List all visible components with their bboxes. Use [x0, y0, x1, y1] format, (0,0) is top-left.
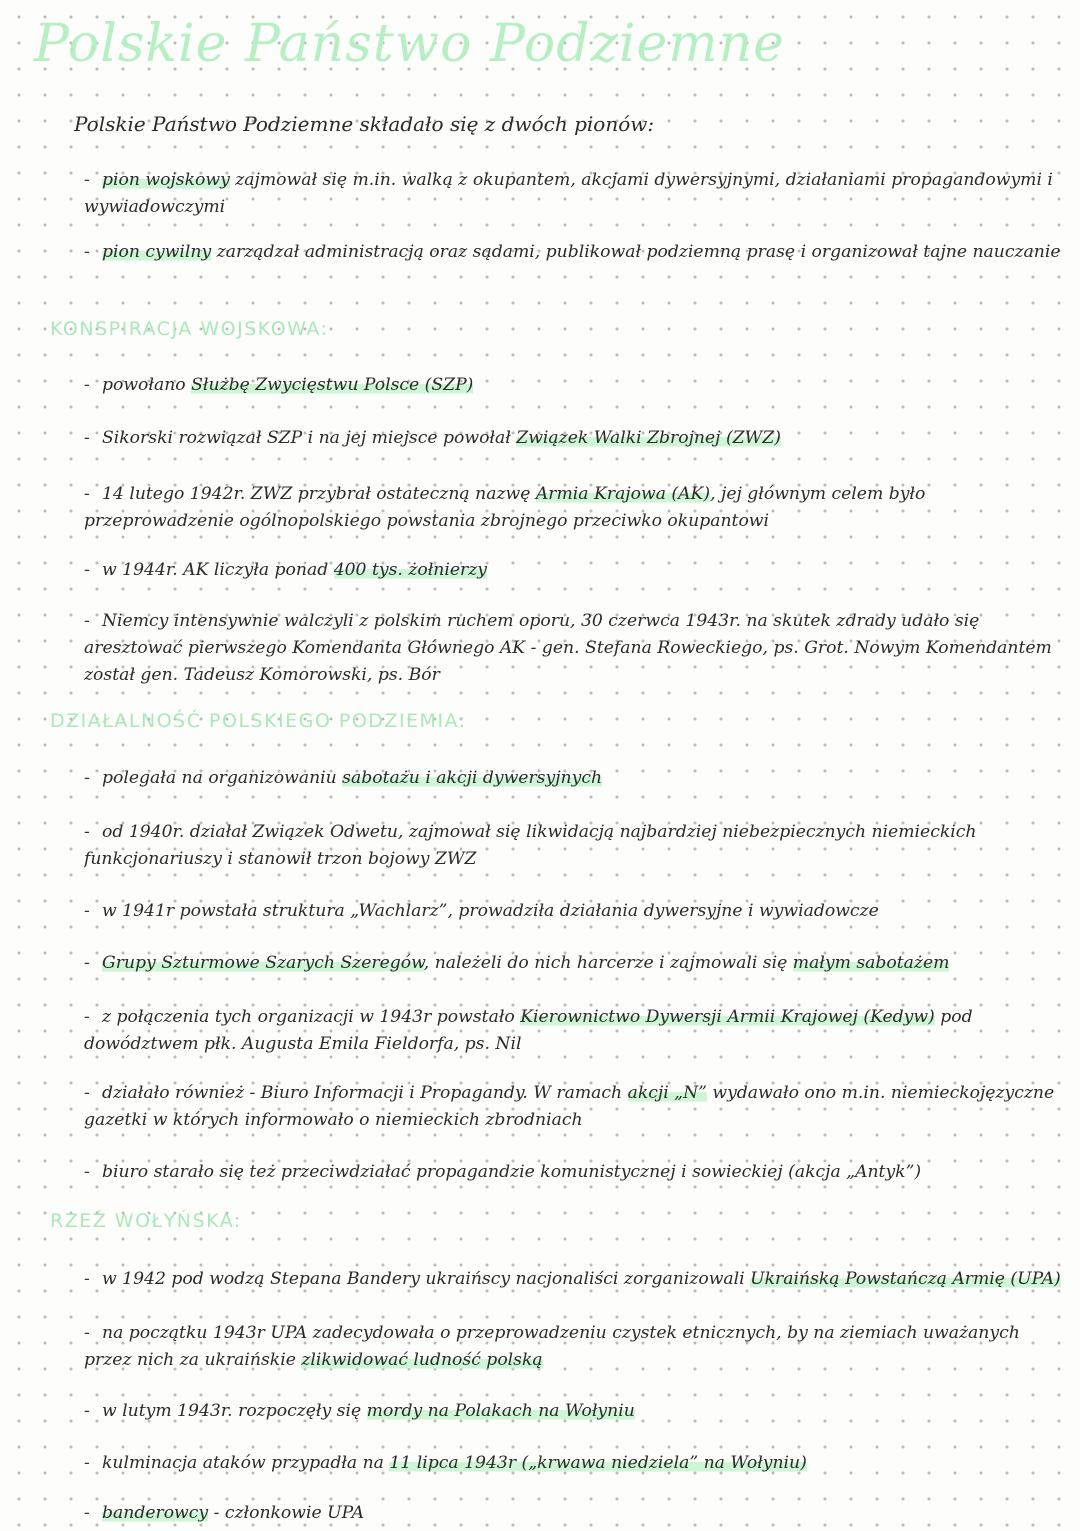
list-item: - kulminacja ataków przypadła na 11 lipca 1943r („krwawa niedziela” na Wołyniu) [84, 1450, 1070, 1477]
dash-icon: - [84, 1269, 90, 1289]
list-item: - w lutym 1943r. rozpoczęły się mordy na Polakach na Wołyniu [84, 1398, 1070, 1425]
dash-icon: - [84, 953, 90, 973]
dash-icon: - [84, 1007, 90, 1027]
dash-icon: - [84, 1453, 90, 1473]
list-item: - pion cywilny zarządzał administracją oraz sądami, publikował podziemną prasę i organizował tajne nauczanie [84, 239, 1070, 266]
list-item: - Niemcy intensywnie walczyli z polskim ruchem oporu, 30 czerwca 1943r. na skutek zdrady udało się aresztować pierwszego Komendanta Głównego AK - gen. Stefana Roweckiego, ps. Grot. Nowym Komendantem został gen. Tadeusz Komorowski, ps. Bór [84, 608, 1070, 689]
list-item: - od 1940r. działał Związek Odwetu, zajmował się likwidacją najbardziej niebezpiecznych niemieckich funkcjonariuszy i stanowił trzon bojowy ZWZ [84, 819, 1070, 873]
dash-icon: - [84, 560, 90, 580]
list-item: - polegała na organizowaniu sabotażu i akcji dywersyjnych [84, 765, 1070, 792]
page-title: Polskie Państwo Podziemne [34, 14, 785, 74]
dash-icon: - [84, 901, 90, 921]
dash-icon: - [84, 611, 90, 631]
list-item: - Grupy Szturmowe Szarych Szeregów, należeli do nich harcerze i zajmowali się małym sabotażem [84, 950, 1070, 977]
list-item: - na początku 1943r UPA zadecydowała o przeprowadzeniu czystek etnicznych, by na ziemiach uważanych przez nich za ukraińskie zlikwidować ludność polską [84, 1320, 1070, 1374]
list-item: - działało również - Biuro Informacji i Propagandy. W ramach akcji „N” wydawało ono m.in. niemieckojęzyczne gazetki w których informowało o niemieckich zbrodniach [84, 1080, 1070, 1134]
list-item: - pion wojskowy zajmował się m.in. walką z okupantem, akcjami dywersyjnymi, działaniami propagandowymi i wywiadowczymi [84, 167, 1070, 221]
dash-icon: - [84, 1503, 90, 1523]
list-item: - w 1942 pod wodzą Stepana Bandery ukraińscy nacjonaliści zorganizowali Ukraińską Powstańczą Armię (UPA) [84, 1266, 1070, 1293]
dash-icon: - [84, 170, 90, 190]
section-heading: KONSPIRACJA WOJSKOWA: [50, 318, 329, 340]
section-heading: DZIAŁALNOŚĆ POLSKIEGO PODZIEMIA: [50, 710, 467, 732]
dash-icon: - [84, 1083, 90, 1103]
dash-icon: - [84, 768, 90, 788]
intro-line: Polskie Państwo Podziemne składało się z dwóch pionów: [74, 112, 655, 136]
dash-icon: - [84, 1401, 90, 1421]
list-item: - banderowcy - członkowie UPA [84, 1500, 1070, 1527]
dash-icon: - [84, 1162, 90, 1182]
dash-icon: - [84, 242, 90, 262]
list-item: - 14 lutego 1942r. ZWZ przybrał ostateczną nazwę Armia Krajowa (AK), jej głównym celem było przeprowadzenie ogólnopolskiego powstania zbrojnego przeciwko okupantowi [84, 481, 1070, 535]
list-item: - w 1941r powstała struktura „Wachlarz”, prowadziła działania dywersyjne i wywiadowcze [84, 898, 1070, 925]
section-heading: RZEŹ WOŁYŃSKA: [50, 1210, 242, 1232]
dash-icon: - [84, 428, 90, 448]
dash-icon: - [84, 375, 90, 395]
list-item: - powołano Służbę Zwycięstwu Polsce (SZP) [84, 372, 1070, 399]
list-item: - biuro starało się też przeciwdziałać propagandzie komunistycznej i sowieckiej (akcja „Antyk”) [84, 1159, 1070, 1186]
list-item: - Sikorski rozwiązał SZP i na jej miejsce powołał Związek Walki Zbrojnej (ZWZ) [84, 425, 1070, 452]
dash-icon: - [84, 484, 90, 504]
list-item: - w 1944r. AK liczyła ponad 400 tys. żołnierzy [84, 557, 1070, 584]
dash-icon: - [84, 822, 90, 842]
list-item: - z połączenia tych organizacji w 1943r powstało Kierownictwo Dywersji Armii Krajowej (Kedyw) pod dowództwem płk. Augusta Emila Fieldorfa, ps. Nil [84, 1004, 1070, 1058]
dash-icon: - [84, 1323, 90, 1343]
